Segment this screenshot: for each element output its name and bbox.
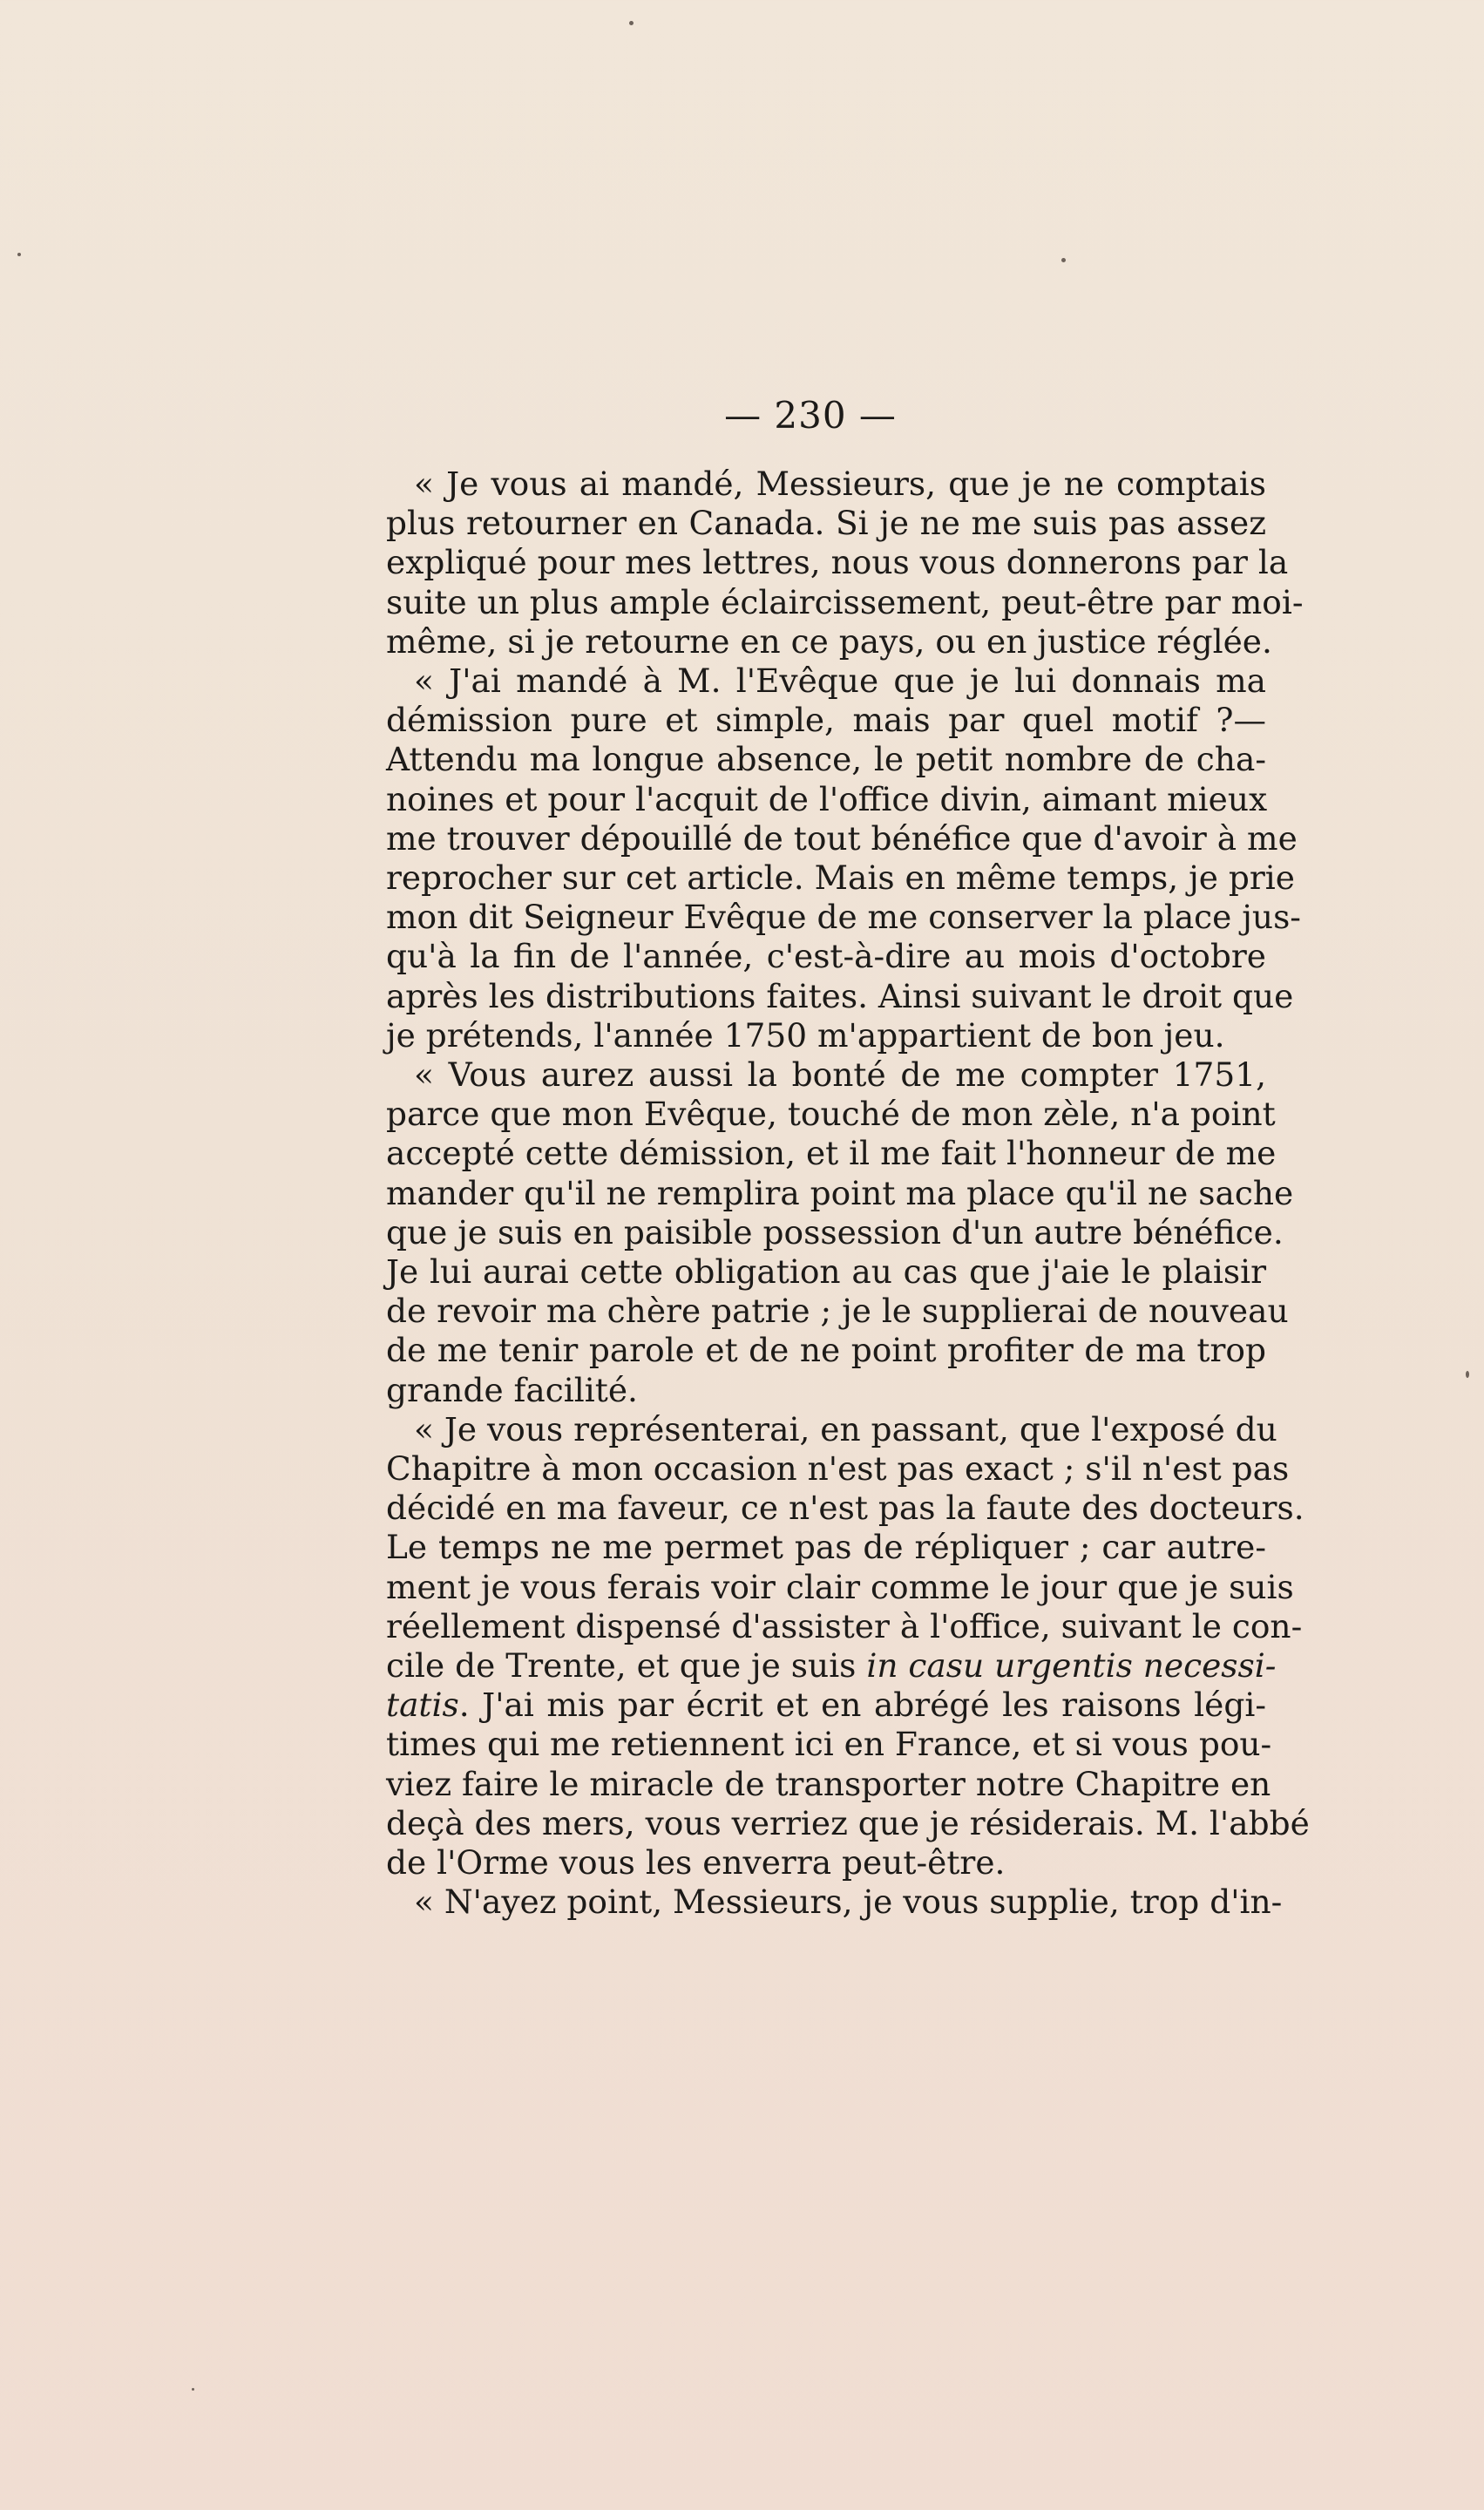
text-line: qu'à la fin de l'année, c'est-à-dire au mois d'octobre	[386, 937, 1266, 976]
text-line: « Vous aurez aussi la bonté de me compter 1751,	[414, 1055, 1266, 1094]
text-line: expliqué pour mes lettres, nous vous donnerons par la	[386, 543, 1289, 582]
text-line: décidé en ma faveur, ce n'est pas la faute des docteurs.	[386, 1489, 1304, 1528]
text-line: mander qu'il ne remplira point ma place qu'il ne sache	[386, 1173, 1294, 1212]
text-line: parce que mon Evêque, touché de mon zèle, n'a point	[386, 1095, 1276, 1134]
text-line: plus retourner en Canada. Si je ne me suis pas assez	[386, 504, 1266, 543]
text-line: de me tenir parole et de ne point profiter de ma trop	[386, 1331, 1266, 1370]
text-line: « J'ai mandé à M. l'Evêque que je lui donnais ma	[414, 661, 1266, 700]
text-line: tatis. J'ai mis par écrit et en abrégé les raisons légi-	[386, 1686, 1266, 1725]
text-line: deçà des mers, vous verriez que je résiderais. M. l'abbé	[386, 1803, 1310, 1842]
text-line: mon dit Seigneur Evêque de me conserver la place jus-	[386, 898, 1301, 937]
text-line: ment je vous ferais voir clair comme le jour que je suis	[386, 1567, 1294, 1606]
text-line: que je suis en paisible possession d'un autre bénéfice.	[386, 1212, 1284, 1252]
text-line: cile de Trente, et que je suis in casu urgentis necessi-	[386, 1646, 1277, 1685]
text-line: accepté cette démission, et il me fait l'honneur de me	[386, 1134, 1277, 1173]
text-line: Je lui aurai cette obligation au cas que j'aie le plaisir	[386, 1252, 1266, 1291]
text-line: Chapitre à mon occasion n'est pas exact ; s'il n'est pas	[386, 1449, 1290, 1488]
text-line: me trouver dépouillé de tout bénéfice que d'avoir à me	[386, 818, 1298, 858]
text-line: reprocher sur cet article. Mais en même temps, je prie	[386, 858, 1295, 897]
paper-speck	[1061, 258, 1066, 262]
text-line: je prétends, l'année 1750 m'appartient de bon jeu.	[386, 1015, 1225, 1055]
text-line: grande facilité.	[386, 1370, 638, 1409]
text-line: suite un plus ample éclaircissement, peut-être par moi-	[386, 582, 1304, 621]
text-line: noines et pour l'acquit de l'office divin, aimant mieux	[386, 779, 1268, 818]
text-line: Le temps ne me permet pas de répliquer ; car autre-	[386, 1528, 1266, 1567]
paper-speck	[17, 253, 21, 256]
text-line: viez faire le miracle de transporter notre Chapitre en	[386, 1764, 1271, 1803]
page-number: — 230 —	[724, 394, 897, 437]
text-line: de revoir ma chère patrie ; je le supplierai de nouveau	[386, 1292, 1289, 1331]
text-line: même, si je retourne en ce pays, ou en justice réglée.	[386, 621, 1272, 661]
text-line: après les distributions faites. Ainsi suivant le droit que	[386, 976, 1294, 1015]
paper-speck	[192, 2388, 194, 2391]
text-line: de l'Orme vous les enverra peut-être.	[386, 1843, 1006, 1882]
text-line: Attendu ma longue absence, le petit nombre de cha-	[386, 740, 1266, 779]
text-line: « Je vous ai mandé, Messieurs, que je ne comptais	[414, 465, 1266, 503]
paper-speck	[1466, 1371, 1469, 1378]
text-line: « N'ayez point, Messieurs, je vous supplie, trop d'in-	[414, 1882, 1283, 1922]
text-line: réellement dispensé d'assister à l'office, suivant le con-	[386, 1606, 1303, 1645]
text-line: « Je vous représenterai, en passant, que l'exposé du	[414, 1409, 1277, 1448]
text-line: démission pure et simple, mais par quel motif ?—	[386, 701, 1266, 740]
text-line: times qui me retiennent ici en France, et si vous pou-	[386, 1725, 1272, 1764]
paper-speck	[629, 21, 634, 25]
